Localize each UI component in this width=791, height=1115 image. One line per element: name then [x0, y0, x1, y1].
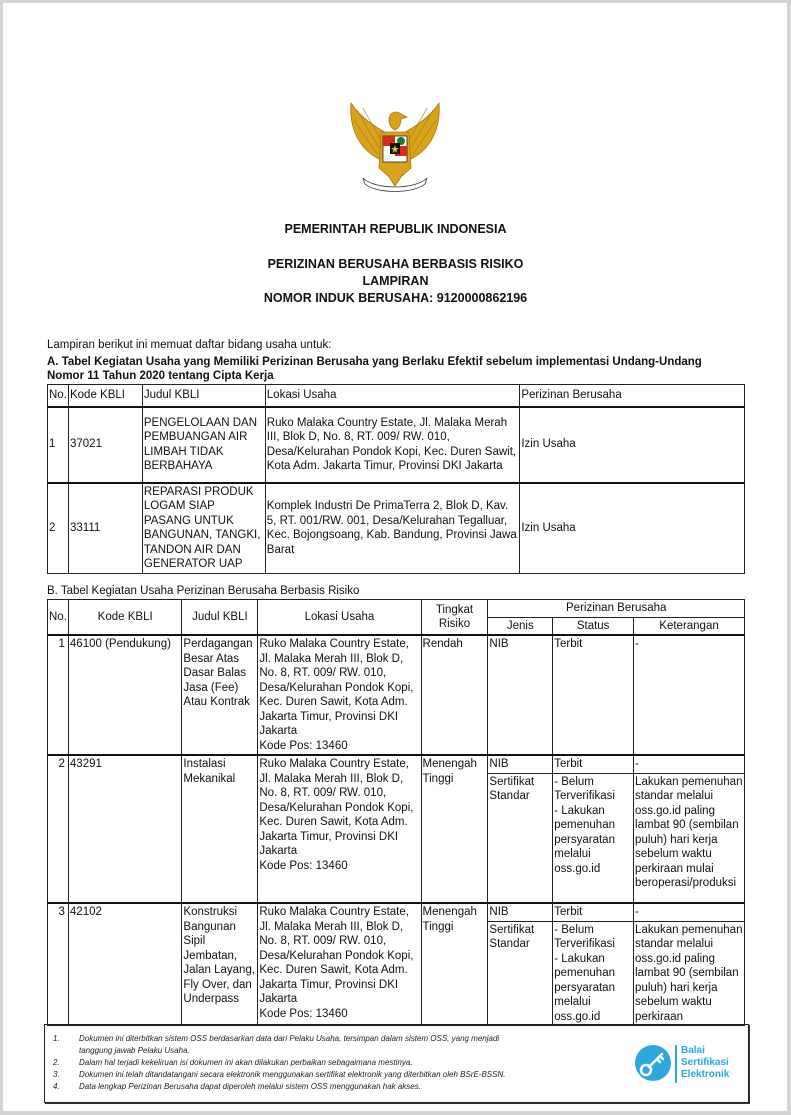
key-icon	[635, 1045, 671, 1081]
nib-number: NOMOR INDUK BERUSAHA: 9120000862196	[263, 291, 528, 305]
row-no: 2	[48, 483, 69, 574]
kode-pos: Kode Pos: 13460	[259, 739, 348, 752]
table-a-header	[48, 385, 745, 407]
lokasi-text: Ruko Malaka Country Estate, Jl. Malaka Merah III, Blok D, No. 8, RT. 009/ RW. 010, Desa/Kelurahan Pondok Kopi, Kec. Duren Sawit, Kota Adm. Jakarta Timur, Provinsi DKI Jakarta	[259, 638, 414, 737]
kode-pos: Kode Pos: 13460	[259, 1007, 348, 1020]
row-status: Terbit	[553, 635, 634, 755]
col-judul-kbli: Judul KBLI	[182, 600, 258, 636]
col-status: Status	[553, 617, 634, 635]
row-lokasi	[258, 635, 421, 755]
col-kode-kbli: Kode KBLI	[68, 600, 182, 636]
col-perizinan-berusaha: Perizinan Berusaha	[520, 385, 745, 407]
row-perizinan: Izin Usaha	[520, 483, 745, 574]
row-keterangan: Lakukan pemenuhan standar melalui oss.go.id paling lambat 90 (sembilan puluh) hari kerja sebelum waktu perkiraan	[634, 921, 745, 1026]
row-no: 1	[48, 635, 69, 755]
kode-pos: Kode Pos: 13460	[259, 859, 348, 872]
row-kode-kbli: 33111	[68, 483, 142, 574]
row-judul-kbli: Perdagangan Besar Atas Dasar Balas Jasa (Fee) Atau Kontrak	[182, 635, 258, 755]
row-keterangan: Lakukan pemenuhan standar melalui oss.go.id paling lambat 90 (sembilan puluh) hari kerja sebelum waktu perkiraan mulai beroperasi/produksi	[634, 773, 745, 903]
footer-note	[53, 1057, 523, 1069]
col-no: No.	[48, 385, 69, 407]
col-jenis: Jenis	[488, 617, 553, 635]
row-keterangan: -	[634, 903, 745, 921]
row-kode-kbli: 37021	[68, 407, 142, 483]
note-text: Dokumen ini diterbitkan sistem OSS berdasarkan data dari Pelaku Usaha, tersimpan dalam sistem OSS, yang menjadi tanggung jawab Pelaku Usaha.	[79, 1034, 500, 1055]
col-no: No.	[48, 600, 69, 636]
document-title: PERIZINAN BERUSAHA BERBASIS RISIKO	[267, 257, 524, 271]
table-a	[47, 384, 745, 574]
col-judul-kbli: Judul KBLI	[142, 385, 265, 407]
footer-note	[53, 1033, 523, 1057]
lokasi-text: Ruko Malaka Country Estate, Jl. Malaka Merah III, Blok D, No. 8, RT. 009/ RW. 010, Desa/Kelurahan Pondok Kopi, Kec. Duren Sawit, Kota Adm. Jakarta Timur, Provinsi DKI Jakarta	[259, 758, 414, 857]
note-number: 1.	[53, 1034, 60, 1043]
footer-note	[53, 1069, 523, 1081]
logo-line: Sertifikasi	[681, 1057, 729, 1068]
row-status	[553, 773, 634, 903]
table-b	[47, 599, 745, 1026]
logo-line: Balai	[681, 1045, 705, 1056]
col-perizinan-berusaha: Perizinan Berusaha	[488, 600, 745, 618]
status-line: - Belum Terverifikasi	[554, 923, 615, 950]
row-lokasi	[258, 755, 421, 903]
note-text: Data lengkap Perizinan Berusaha dapat diperoleh melalui sistem OSS menggunakan hak akses.	[79, 1082, 421, 1091]
footer-notes-box	[44, 1024, 749, 1103]
row-keterangan: -	[634, 755, 745, 773]
row-judul-kbli: PENGELOLAAN DAN PEMBUANGAN AIR LIMBAH TIDAK BERBAHAYA	[142, 407, 265, 483]
row-risiko: Menengah Tinggi	[421, 903, 488, 1026]
row-no: 2	[48, 755, 69, 903]
note-number: 4.	[53, 1082, 60, 1091]
row-kode-kbli: 42102	[68, 903, 182, 1026]
row-status: Terbit	[553, 755, 634, 773]
row-judul-kbli: REPARASI PRODUK LOGAM SIAP PASANG UNTUK BANGUNAN, TANGKI, TANDON AIR DAN GENERATOR UAP	[142, 483, 265, 574]
col-keterangan: Keterangan	[634, 617, 745, 635]
status-line: - Lakukan pemenuhan persyaratan melalui oss.go.id	[554, 952, 615, 1023]
table-row	[48, 755, 745, 773]
status-line: - Belum Terverifikasi	[554, 775, 615, 802]
row-jenis: Sertifikat Standar	[488, 921, 553, 1026]
table-row	[48, 635, 745, 755]
row-jenis: NIB	[488, 903, 553, 921]
row-perizinan: Izin Usaha	[520, 407, 745, 483]
col-lokasi-usaha: Lokasi Usaha	[258, 600, 421, 636]
footer-notes	[53, 1033, 523, 1093]
logo-line: Elektronik	[681, 1069, 730, 1080]
table-row	[48, 903, 745, 921]
logo-text	[681, 1045, 729, 1081]
note-number: 2.	[53, 1058, 60, 1067]
row-status: Terbit	[553, 903, 634, 921]
row-judul-kbli: Instalasi Mekanikal	[182, 755, 258, 903]
row-risiko: Rendah	[421, 635, 488, 755]
document-subtitle: LAMPIRAN	[362, 274, 429, 288]
row-kode-kbli: 43291	[68, 755, 182, 903]
table-row	[48, 407, 745, 483]
row-jenis: NIB	[488, 635, 553, 755]
row-jenis: NIB	[488, 755, 553, 773]
logo-divider	[675, 1045, 677, 1083]
row-keterangan: -	[634, 635, 745, 755]
section-a-title-line1: A. Tabel Kegiatan Usaha yang Memiliki Perizinan Berusaha yang Berlaku Efektif sebelum implementasi Undang-Undang	[47, 356, 702, 368]
col-kode-kbli: Kode KBLI	[68, 385, 142, 407]
row-status	[553, 921, 634, 1026]
row-jenis: Sertifikat Standar	[488, 773, 553, 903]
row-risiko: Menengah Tinggi	[421, 755, 488, 903]
footer-note	[53, 1081, 523, 1093]
note-text: Dokumen ini telah ditandatangani secara elektronik menggunakan sertifikat elektronik yang diterbitkan oleh BSrE-BSSN.	[79, 1070, 506, 1079]
row-kode-kbli: 46100 (Pendukung)	[68, 635, 182, 755]
col-tingkat-risiko: Tingkat Risiko	[421, 600, 488, 636]
row-judul-kbli: Konstruksi Bangunan Sipil Jembatan, Jalan Layang, Fly Over, dan Underpass	[182, 903, 258, 1026]
row-lokasi: Komplek Industri De PrimaTerra 2, Blok D, Kav. 5, RT. 001/RW. 001, Desa/Kelurahan Tegalluar, Kec. Bojongsoang, Kab. Bandung, Provinsi Jawa Barat	[265, 483, 520, 574]
row-lokasi	[258, 903, 421, 1026]
garuda-emblem-icon	[345, 98, 445, 198]
section-b-title: B. Tabel Kegiatan Usaha Perizinan Berusaha Berbasis Risiko	[47, 585, 360, 597]
government-heading: PEMERINTAH REPUBLIK INDONESIA	[284, 222, 507, 236]
row-no: 1	[48, 407, 69, 483]
section-a-title-line2: Nomor 11 Tahun 2020 tentang Cipta Kerja	[47, 370, 274, 382]
table-row	[48, 483, 745, 574]
status-line: - Lakukan pemenuhan persyaratan melalui oss.go.id	[554, 804, 615, 875]
note-text: Dalam hal terjadi kekeliruan isi dokumen ini akan dilakukan perbaikan sebagaimana mestinya.	[79, 1058, 413, 1067]
row-lokasi: Ruko Malaka Country Estate, Jl. Malaka Merah III, Blok D, No. 8, RT. 009/ RW. 010, Desa/Kelurahan Pondok Kopi, Kec. Duren Sawit, Kota Adm. Jakarta Timur, Provinsi DKI Jakarta	[265, 407, 520, 483]
intro-text: Lampiran berikut ini memuat daftar bidang usaha untuk:	[47, 339, 332, 351]
bsre-logo	[635, 1037, 745, 1087]
col-lokasi-usaha: Lokasi Usaha	[265, 385, 520, 407]
table-b-header-row1	[48, 600, 745, 618]
lokasi-text: Ruko Malaka Country Estate, Jl. Malaka Merah III, Blok D, No. 8, RT. 009/ RW. 010, Desa/Kelurahan Pondok Kopi, Kec. Duren Sawit, Kota Adm. Jakarta Timur, Provinsi DKI Jakarta	[259, 906, 414, 1005]
note-number: 3.	[53, 1070, 60, 1079]
row-no: 3	[48, 903, 69, 1026]
